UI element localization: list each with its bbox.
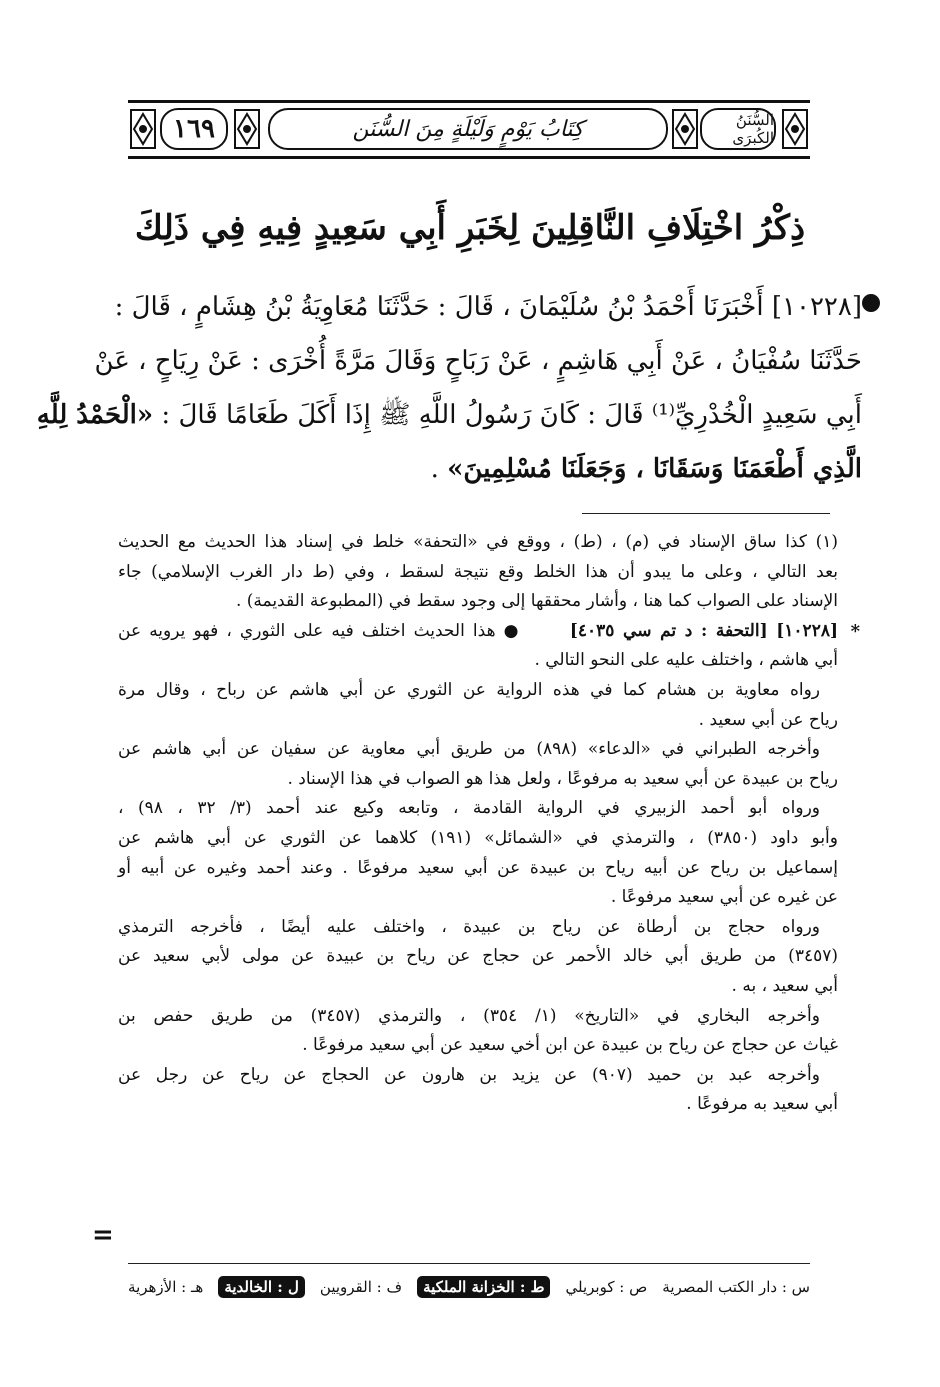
siglum-item: ف : القرويين xyxy=(319,1278,403,1296)
commentary-ref: [١٠٢٢٨] [التحفة : د تم سي ٤٠٣٥] xyxy=(569,620,838,641)
hadith-quote-end: . xyxy=(430,454,448,484)
commentary-line: أبي هاشم ، واختلف عليه على النحو التالي . xyxy=(534,650,838,671)
siglum-item: هـ : الأزهرية xyxy=(128,1278,204,1296)
commentary-line: رياح بن عبيدة عن أبي سعيد به مرفوعًا ، ولعل هذا هو الصواب في هذا الإسناد . xyxy=(287,768,838,789)
commentary-line: ورواه أبو أحمد الزبيري في الرواية القادمة ، وتابعه وكيع عند أحمد (٣/ ٣٢ ، ٩٨) ، xyxy=(118,798,821,819)
hadith-quote-start: «الْحَمْدُ لِلَّهِ xyxy=(36,400,154,430)
continuation-mark: = xyxy=(92,1220,114,1250)
siglum-item-highlighted: ط : الخزانة الملكية xyxy=(417,1276,550,1298)
commentary-line: إسماعيل بن رياح عن أبيه رياح بن عبيدة عن أبي سعيد مرفوعًا . وعند أحمد وغيره عن أبيه أو xyxy=(118,857,838,878)
footnote-line: الإسناد على الصواب كما هنا ، وأشار محققها إلى وجود سقط في (المطبوعة القديمة) . xyxy=(235,591,838,612)
hadith-line: حَدَّثَنَا سُفْيَانُ ، عَنْ أَبِي هَاشِمٍ ، عَنْ رَبَاحٍ وَقَالَ مَرَّةً أُخْرَى : عَنْ رِيَاحٍ ، عَنْ xyxy=(94,346,862,376)
ornament-icon xyxy=(232,106,262,152)
siglum-item: ص : كوبريلي xyxy=(565,1278,648,1296)
header-bottom-rule xyxy=(128,156,810,159)
running-title-frame xyxy=(268,108,668,150)
footnote-line: (١) كذا ساق الإسناد في (م) ، (ط) ، ووقع في «التحفة» خلط في إسناد هذا الحديث مع الحديث xyxy=(118,532,838,552)
manuscript-sigla-footer xyxy=(128,1270,810,1304)
commentary-line: (٣٤٥٧) من طريق أبي خالد الأحمر عن حجاج عن رياح بن عبيدة عن مولى لأبي سعيد عن xyxy=(118,946,838,967)
commentary-line: غياث عن حجاج عن رياح بن عبيدة عن ابن أخي سعيد عن أبي سعيد مرفوعًا . xyxy=(302,1035,838,1056)
bullet-icon xyxy=(862,294,880,312)
hadith-line-text: أَبِي سَعِيدٍ الْخُدْرِيِّ⁽¹⁾ قَالَ : كَانَ رَسُولُ اللَّهِ ﷺ إِذَا أَكَلَ طَعَامًا قَالَ : xyxy=(161,400,862,430)
hadith-line xyxy=(120,442,862,496)
book-logo-text: السُّنَنُ الكُبرَى xyxy=(732,111,774,147)
footnote-divider xyxy=(582,513,830,514)
commentary-line: وأخرجه الطبراني في «الدعاء» (٨٩٨) من طريق أبي معاوية عن سفيان عن أبي هاشم عن xyxy=(118,739,820,760)
hadith-quote: الَّذِي أَطْعَمَنَا وَسَقَانَا ، وَجَعَلَنَا مُسْلِمِينَ» xyxy=(447,454,862,484)
ornament-icon xyxy=(780,106,810,152)
commentary-line: رياح عن أبي سعيد . xyxy=(698,709,838,730)
commentary-line: ورواه حجاج بن أرطاة عن رياح بن عبيدة ، واختلف عليه أيضًا ، فأخرجه الترمذي xyxy=(118,916,820,937)
hadith-line: [١٠٢٢٨] أَخْبَرَنَا أَحْمَدُ بْنُ سُلَيْمَانَ ، قَالَ : حَدَّثَنَا مُعَاوِيَةُ بْنُ هِشَامٍ ، قَالَ : xyxy=(114,292,862,322)
commentary-line: وأبو داود (٣٨٥٠) ، والترمذي في «الشمائل» (١٩١) كلاهما عن الثوري عن أبي هاشم عن xyxy=(118,827,838,848)
commentary-reference-line xyxy=(118,617,860,647)
commentary-line: أبي سعيد به مرفوعًا . xyxy=(686,1094,838,1115)
footer-rule xyxy=(128,1263,810,1264)
siglum-item: س : دار الكتب المصرية xyxy=(662,1278,810,1296)
commentary-line: أبي سعيد ، به . xyxy=(731,975,838,996)
star-marker: * xyxy=(850,620,860,642)
commentary-ref-text: ● هذا الحديث اختلف فيه على الثوري ، فهو يرويه عن xyxy=(118,620,522,641)
hadith-line xyxy=(36,388,862,442)
commentary-line: رواه معاوية بن هشام كما في هذه الرواية عن الثوري عن أبي هاشم عن رباح ، وقال مرة xyxy=(118,679,820,700)
header-top-rule xyxy=(128,100,810,103)
hadith-text xyxy=(36,280,862,496)
section-heading: ذِكْرُ اخْتِلَافِ النَّاقِلِينَ لِخَبَرِ أَبِي سَعِيدٍ فِيهِ فِي ذَلِكَ xyxy=(134,208,806,248)
siglum-item-highlighted: ل : الخالدية xyxy=(218,1276,305,1298)
footnote-line: بعد التالي ، وعلى ما يبدو أن هذا الخلط وقع نتيجة لسقط ، وفي (ط دار الغرب الإسلامي) جاء xyxy=(118,561,838,582)
commentary-line: وأخرجه البخاري في «التاريخ» (١/ ٣٥٤) ، والترمذي (٣٤٥٧) من طريق حفص بن xyxy=(118,1005,820,1026)
page-number-frame xyxy=(160,108,228,150)
book-logo xyxy=(700,108,776,150)
ornament-icon xyxy=(670,106,700,152)
commentary-line: وأخرجه عبد بن حميد (٩٠٧) عن يزيد بن هارون عن الحجاج عن رياح عن رجل عن xyxy=(118,1064,820,1085)
notes-block xyxy=(118,528,860,1120)
commentary-line: عن غيره عن أبي سعيد مرفوعًا . xyxy=(610,887,838,908)
ornament-icon xyxy=(128,106,158,152)
running-title: كِتَابُ يَوْمٍ وَلَيْلَةٍ مِنَ السُّنَن xyxy=(352,116,584,142)
page-number: ١٦٩ xyxy=(173,114,215,144)
